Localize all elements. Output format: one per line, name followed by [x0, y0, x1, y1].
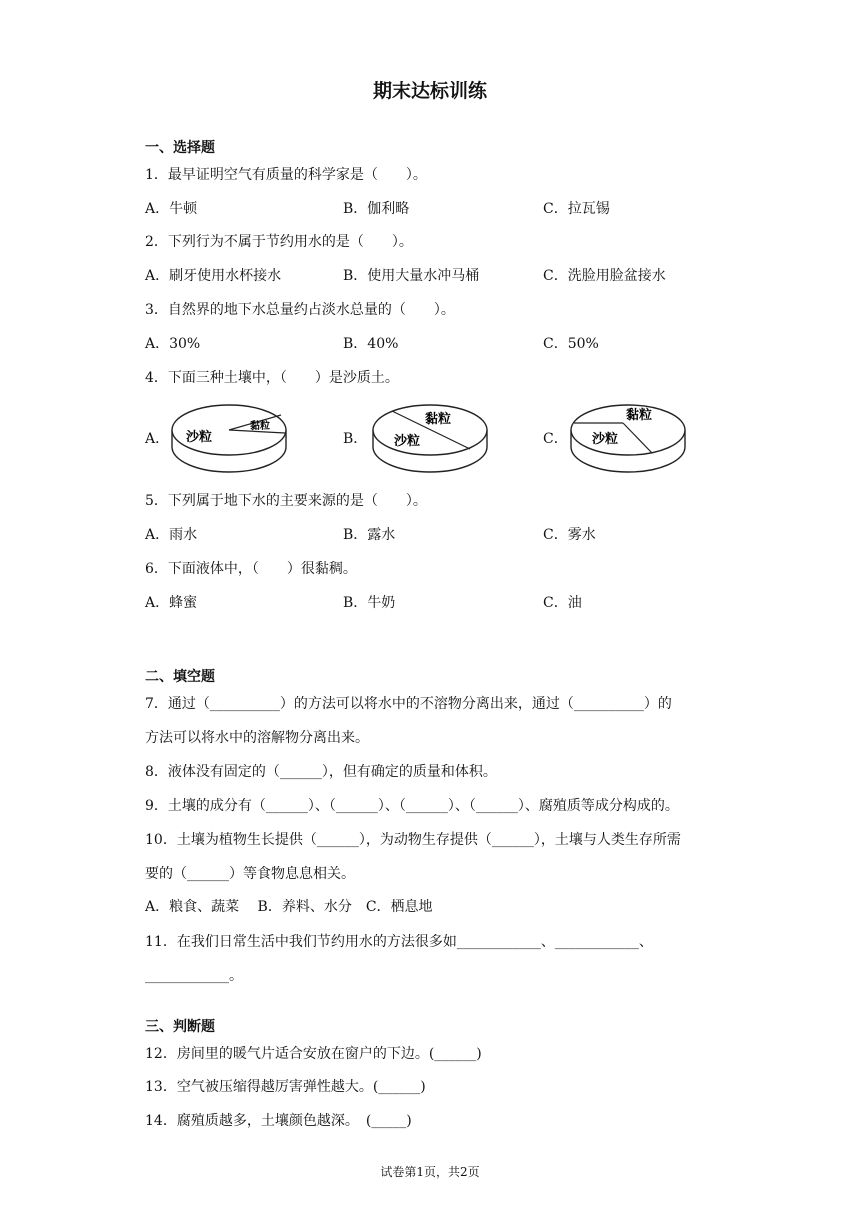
- question-11-line-2: ____________。: [145, 968, 243, 984]
- q4-option-c: C．: [543, 431, 568, 447]
- q6-option-a: A．蜂蜜: [145, 595, 198, 611]
- question-7-line-2: 方法可以将水中的溶解物分离出来。: [145, 730, 369, 746]
- section-heading-choice: 一、选择题: [145, 140, 215, 156]
- q5-option-b: B．露水: [343, 527, 396, 543]
- section-heading-judge: 三、判断题: [145, 1019, 215, 1035]
- question-6: 6．下面液体中，（ ）很黏稠。: [145, 561, 357, 577]
- q3-option-a: A．30%: [145, 336, 201, 352]
- question-9: 9．土壤的成分有（______）、（______）、（______）、（______）、腐殖质等成分构成的。: [145, 798, 679, 814]
- clay-label: 黏粒: [626, 408, 653, 423]
- q4-option-a: A．: [145, 431, 170, 447]
- question-10-options: A．粮食、蔬菜 B．养料、水分 C．栖息地: [145, 899, 433, 915]
- q2-option-b: B．使用大量水冲马桶: [343, 268, 480, 284]
- page-footer: 试卷第1页，共2页: [380, 1165, 480, 1179]
- question-5: 5．下列属于地下水的主要来源的是（ ）。: [145, 493, 427, 509]
- question-7-line-1: 7．通过（__________）的方法可以将水中的不溶物分离出来，通过（__________）的: [145, 696, 672, 712]
- page-title: 期末达标训练: [372, 80, 487, 102]
- q1-option-a: A．牛顿: [145, 201, 198, 217]
- question-12: 12．房间里的暖气片适合安放在窗户的下边。(______): [145, 1046, 482, 1062]
- sand-label: 沙粒: [186, 430, 213, 445]
- question-3: 3．自然界的地下水总量约占淡水总量的（ ）。: [145, 302, 455, 318]
- soil-pie-b: [370, 395, 490, 480]
- q6-option-c: C．油: [543, 595, 582, 611]
- question-13: 13．空气被压缩得越厉害弹性越大。(______): [145, 1079, 426, 1095]
- q6-option-b: B．牛奶: [343, 595, 396, 611]
- q2-option-c: C．洗脸用脸盆接水: [543, 268, 666, 284]
- section-heading-fill: 二、填空题: [145, 669, 215, 685]
- question-2: 2．下列行为不属于节约用水的是（ ）。: [145, 234, 413, 250]
- soil-pie-a: [170, 395, 290, 480]
- q3-option-c: C．50%: [543, 336, 599, 352]
- q3-option-b: B．40%: [343, 336, 399, 352]
- question-10-line-1: 10．土壤为植物生长提供（______），为动物生存提供（______），土壤与人类生存所需: [145, 832, 681, 848]
- question-8: 8．液体没有固定的（______），但有确定的质量和体积。: [145, 764, 497, 780]
- question-1: 1．最早证明空气有质量的科学家是（ ）。: [145, 167, 427, 183]
- question-14: 14．腐殖质越多，土壤颜色越深。 (_____): [145, 1113, 412, 1129]
- q5-option-c: C．雾水: [543, 527, 596, 543]
- sand-label: 沙粒: [592, 432, 619, 447]
- q2-option-a: A．刷牙使用水杯接水: [145, 268, 282, 284]
- q4-option-b: B．: [343, 431, 368, 447]
- question-10-line-2: 要的（______）等食物息息相关。: [145, 866, 355, 882]
- question-11-line-1: 11．在我们日常生活中我们节约用水的方法很多如____________、____________、: [145, 934, 653, 950]
- clay-label: 黏粒: [425, 412, 452, 427]
- soil-pie-c: [568, 395, 688, 480]
- question-4: 4．下面三种土壤中，（ ）是沙质土。: [145, 370, 399, 386]
- clay-label: 黏粒: [250, 421, 270, 432]
- sand-label: 沙粒: [394, 434, 421, 449]
- q1-option-b: B．伽利略: [343, 201, 410, 217]
- q1-option-c: C．拉瓦锡: [543, 201, 610, 217]
- q5-option-a: A．雨水: [145, 527, 198, 543]
